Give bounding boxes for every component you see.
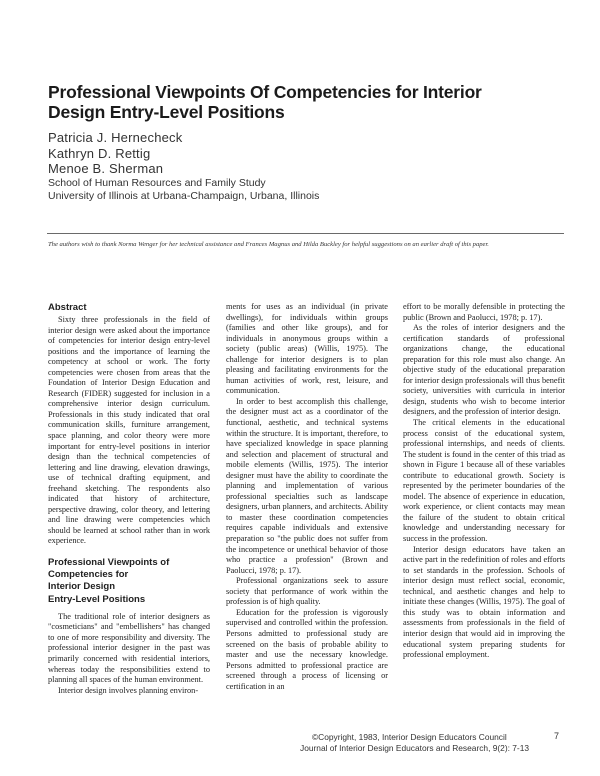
author-name: Patricia J. Hernecheck [48, 130, 183, 145]
section-heading-line: Competencies for [48, 569, 129, 581]
journal-citation: Journal of Interior Design Educators and Research, 9(2): 7-13 [300, 742, 530, 753]
body-paragraph: As the roles of interior designers and the certification standards of professional organizations change, the educational preparation for this role must also change. An objective study of the educational preparation for interior design professionals will thus benefit society, universities with curricula in interior design, students who wish to become interior designers, and the profession of interior design. [403, 323, 565, 417]
page-footer [300, 732, 590, 753]
quoted-paragraph: Education for the profession is vigorously supervised and controlled within the profession. Persons admitted to professional study are screened on the basis of probable ability to master and use the necessary knowledge. Persons admitted to professional practice are screened through a process of licensing or certification in an [226, 607, 388, 691]
abstract-heading: Abstract [48, 302, 87, 313]
body-paragraph: In order to best accomplish this challenge, the designer must act as a coordinator of the functional, aesthetic, and technical systems within the structure. It is important, therefore, to have specialized knowledge in space planning and selection and placement of structural and mobile elements (Willis, 1975). The interior designer must have the ability to coordinate the planning and implementation of various professional specialties such as landscape designers, urban planners, and architects. Ability to master these coordination competencies requires capable individuals and extensive preparation so "the public does not suffer from the incompetence or unethical behavior of those who practice a profession" (Brown and Paolucci, 1978; p. 17). [226, 396, 388, 575]
article-title: Professional Viewpoints Of Competencies for Interior Design Entry-Level Positions [48, 82, 482, 122]
acknowledgment-note: The authors wish to thank Norma Wenger for her technical assistance and Frances Magnus and Hilda Buckley for helpful suggestions on an earlier draft of this paper. [48, 241, 489, 248]
section-heading-line: Interior Design [48, 581, 116, 593]
body-paragraph: Interior design involves planning environ- [58, 685, 199, 695]
page-number: 7 [554, 731, 560, 741]
section-heading-line: Entry-Level Positions [48, 593, 146, 605]
affiliation-line: School of Human Resources and Family Study [48, 176, 266, 189]
author-block [48, 130, 319, 203]
section-heading-line: Professional Viewpoints of [48, 557, 170, 569]
author-name: Kathryn D. Rettig [48, 145, 151, 161]
body-paragraph: Interior design educators have taken an active part in the redefinition of roles and efforts to set standards in the profession. Schools of interior design must reflect social, economic, technical, and aesthetic changes and help to initiate these changes (Willis, 1975). The goal of this study was to obtain information and assessments from professionals in the field of interior design that would aid in improving the educational system preparing students for professional employment. [403, 544, 565, 660]
quoted-paragraph: effort to be morally defensible in protecting the public (Brown and Paolucci, 1978; p. 17). [403, 302, 565, 322]
body-paragraph: The critical elements in the educational process consist of the educational system, professional internships, and needs of clients. The student is found in the center of this triad as shown in Figure 1 because all of these variables contribute to educational growth. Society is represented by the perimeter boundaries of the model. The absence of experience in education, work experience, or client contacts may mean the failure of the student to obtain critical knowledge and understanding necessary for success in the profession. [403, 418, 565, 544]
abstract-text: Sixty three professionals in the field of interior design were asked about the importance of competencies for interior design entry-level positions and the importance of learning the competency at school or work. The forty competencies were chosen from areas that the Foundation of Interior Design Education and Research (FIDER) suggested for inclusion in a comprehensive interior design curriculum. Professionals in this study indicated that oral communication skills, furniture arrangement, space planning, and color theory were more important for entry-level positions in interior design than the technical competencies of lettering and line drawing, elevation drawings, use of technical drafting equipment, and freehand sketching. The respondents also indicated that history of architecture, perspective drawing, color theory, and lettering and line drawing were competencies which should be learned at school rather than in work experience. [48, 315, 210, 546]
body-paragraph: ments for uses as an individual (in private dwellings), for individuals within groups (families and other like groups), and for individuals in anonymous groups within a society (public areas) (Willis, 1975). The challenge for interior designers is to plan pleasing and facilitating environments for the human activities of work, rest, leisure, and communication. [226, 302, 388, 396]
body-paragraph: The traditional role of interior designers as "cosmeticians" and "embellishers" has changed to one of more responsibility and diversity. The professional interior designer in the past was primarily concerned with residential interiors, whereas today the responsibilities extend to planning all spaces of the human environment. [48, 611, 210, 685]
text-column-2 [226, 302, 388, 692]
copyright-line: ©Copyright, 1983, Interior Design Educators Council [312, 732, 507, 742]
affiliation-line: University of Illinois at Urbana-Champaign, Urbana, Illinois [48, 189, 320, 202]
divider [47, 233, 564, 234]
body-paragraph: Professional organizations seek to assure society that performance of work within the profession is of high quality. [226, 576, 388, 607]
author-name: Menoe B. Sherman [48, 161, 164, 176]
text-column-3 [403, 302, 565, 661]
section-heading [48, 557, 210, 606]
text-column-1 [48, 302, 210, 696]
